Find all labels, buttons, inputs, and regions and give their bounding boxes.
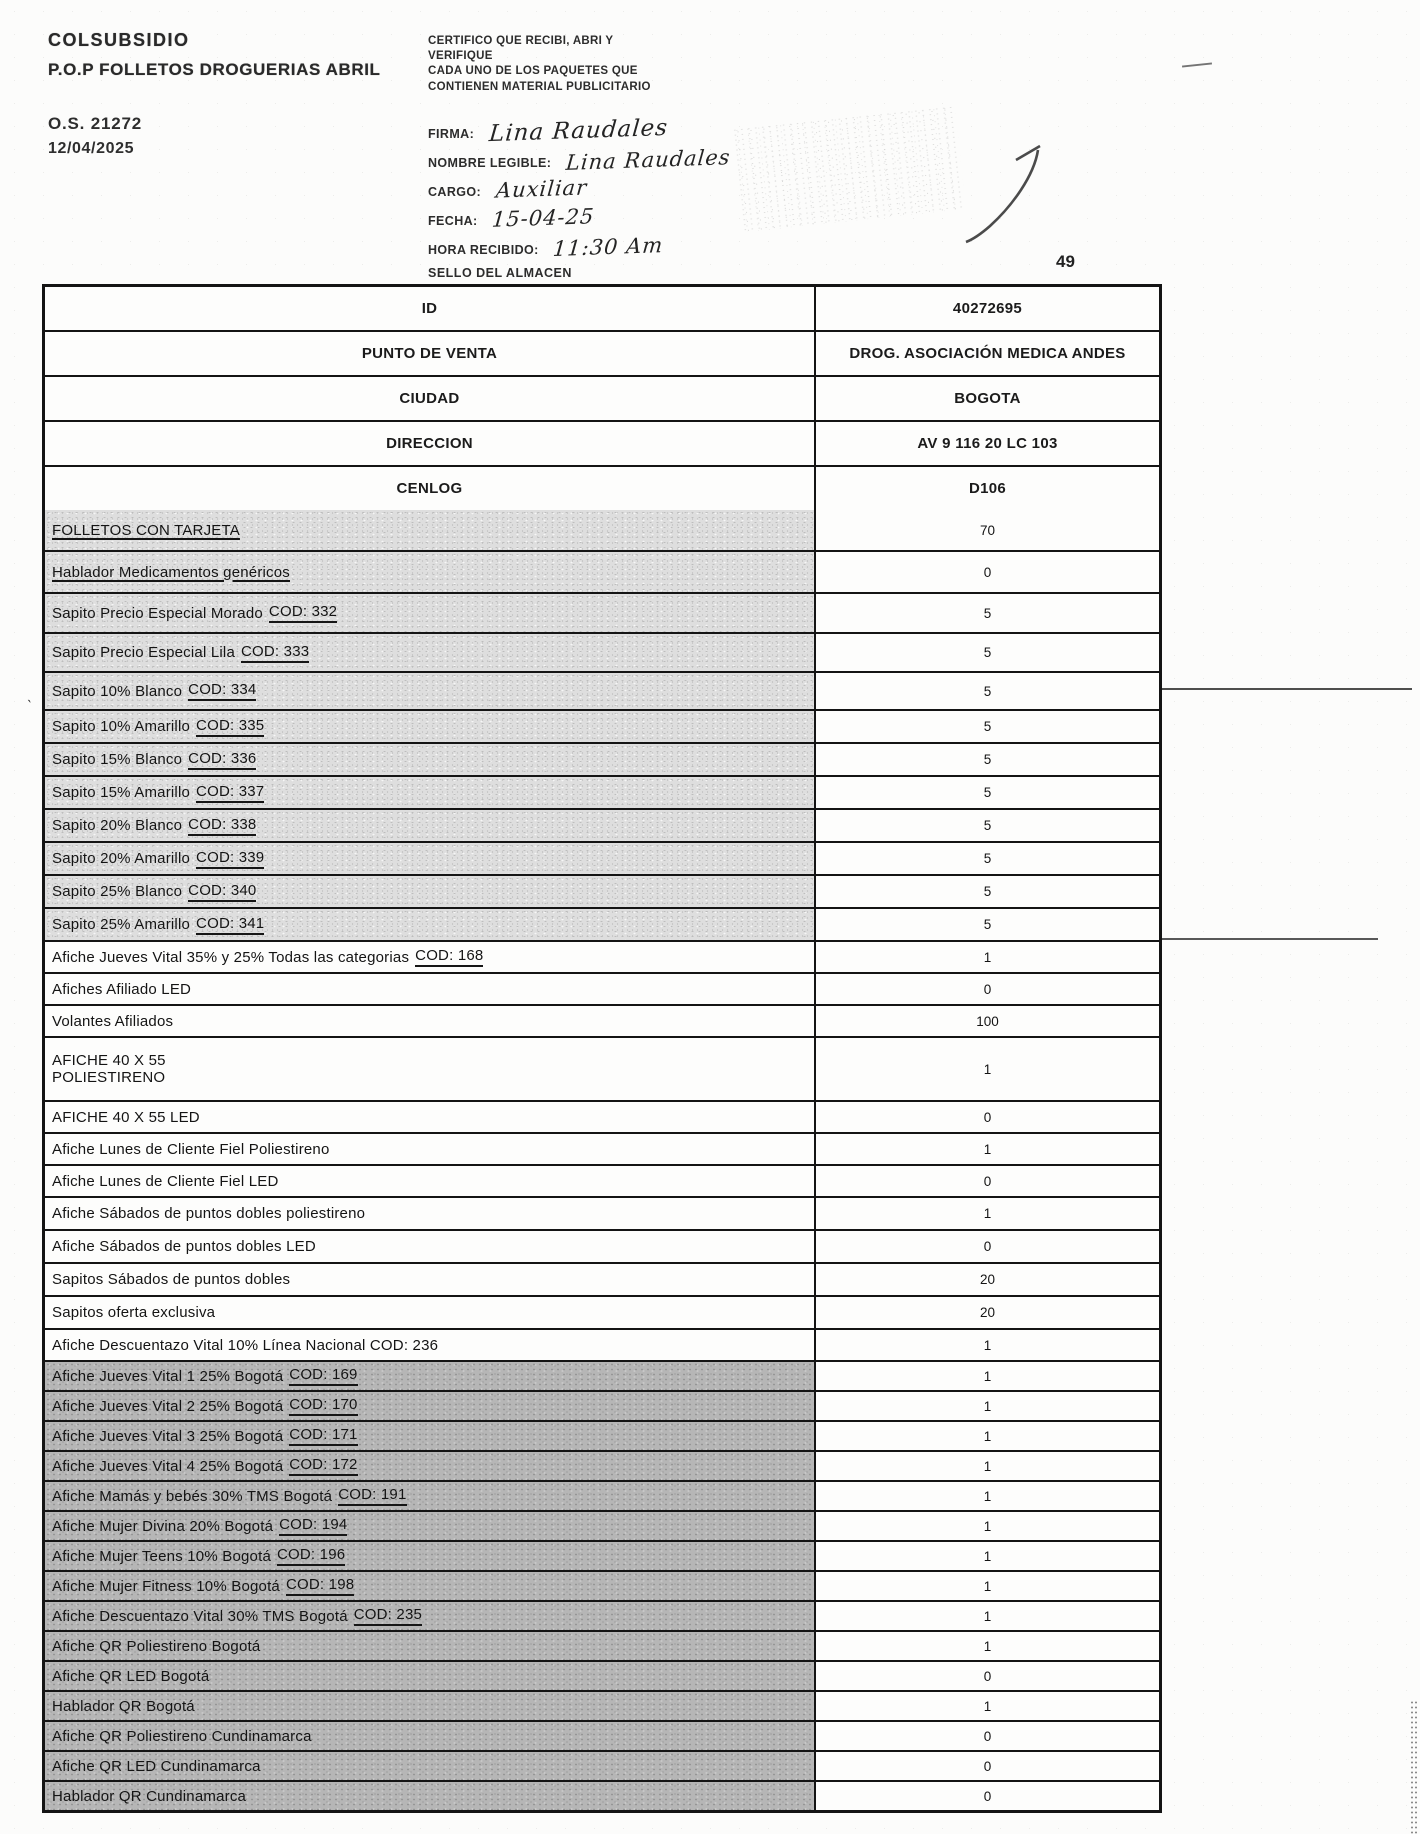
certification-text	[428, 34, 758, 95]
item-cod: COD: 168	[415, 947, 483, 967]
item-label: Afiche Mujer Teens 10% Bogotá	[52, 1547, 271, 1565]
item-qty: 5	[983, 818, 992, 833]
table-row	[45, 1510, 1159, 1540]
item-qty: 1	[983, 1368, 992, 1384]
item-label: Afiches Afiliado LED	[52, 980, 192, 998]
table-row	[45, 742, 1159, 775]
table-row	[45, 1164, 1159, 1196]
item-label: Afiche Sábados de puntos dobles LED	[52, 1238, 316, 1255]
item-qty: 0	[983, 1239, 992, 1254]
item-qty: 20	[979, 1272, 996, 1287]
table-row	[45, 1420, 1159, 1450]
item-label: Afiche Jueves Vital 1 25% Bogotá	[52, 1367, 284, 1385]
table-row	[45, 1262, 1159, 1295]
item-label-cell	[45, 1038, 816, 1100]
item-label: Sapito 20% Blanco	[52, 817, 183, 834]
info-value-cell	[816, 422, 1159, 465]
item-label: Sapitos oferta exclusiva	[52, 1304, 216, 1321]
item-label-cell	[45, 1692, 816, 1720]
item-label-cell	[45, 777, 816, 808]
firma-label: FIRMA:	[428, 126, 475, 141]
item-qty: 5	[983, 785, 992, 800]
nombre-legible-value: Lina Raudales	[564, 145, 732, 175]
item-label-cell	[45, 1572, 816, 1600]
item-cod: COD: 172	[289, 1456, 357, 1476]
item-label-cell	[45, 1752, 816, 1780]
item-label-cell	[45, 1722, 816, 1750]
item-label: FOLLETOS CON TARJETA	[52, 521, 240, 539]
item-qty: 0	[983, 1788, 992, 1804]
item-cod: COD: 337	[196, 783, 264, 803]
item-qty: 1	[983, 1488, 992, 1504]
item-qty: 1	[983, 1141, 992, 1157]
company-name: COLSUBSIDIO	[48, 30, 190, 50]
item-label-cell	[45, 1297, 816, 1328]
item-qty-cell	[816, 1482, 1159, 1510]
item-qty: 5	[983, 605, 992, 621]
table-row	[45, 1360, 1159, 1390]
info-value-cell	[816, 332, 1159, 375]
item-label-line2: POLIESTIRENO	[52, 1069, 166, 1086]
item-label-cell	[45, 843, 816, 874]
item-cod: COD: 191	[338, 1486, 406, 1506]
item-label-cell	[45, 1102, 816, 1132]
item-qty-cell	[816, 1572, 1159, 1600]
item-label: Afiche Mamás y bebés 30% TMS Bogotá	[52, 1487, 333, 1505]
item-qty-cell	[816, 1231, 1159, 1262]
table-row	[45, 550, 1159, 592]
info-value-cell	[816, 377, 1159, 420]
item-label-cell	[45, 1134, 816, 1164]
item-qty-cell	[816, 1392, 1159, 1420]
item-qty-cell	[816, 1422, 1159, 1450]
certification-line: CADA UNO DE LOS PAQUETES QUE	[428, 65, 638, 78]
item-qty: 1	[983, 1518, 992, 1534]
info-table-section	[45, 287, 1159, 510]
item-label-cell	[45, 1198, 816, 1229]
item-qty-cell	[816, 1452, 1159, 1480]
item-qty: 0	[983, 1173, 992, 1189]
info-label: ID	[421, 300, 438, 317]
table-row	[45, 1132, 1159, 1164]
item-label: AFICHE 40 X 55 POLIESTIRENO	[52, 1052, 166, 1086]
info-label-cell	[45, 422, 816, 465]
table-row	[45, 1480, 1159, 1510]
item-label-cell	[45, 909, 816, 940]
item-qty-cell	[816, 1512, 1159, 1540]
table-row	[45, 709, 1159, 742]
certification-line: CONTIENEN MATERIAL PUBLICITARIO	[428, 80, 651, 93]
field-hora-recibido	[428, 235, 663, 259]
item-cod: COD: 334	[188, 681, 256, 701]
item-qty: 1	[983, 1608, 992, 1624]
item-label: Sapito 15% Amarillo	[52, 784, 191, 801]
item-label-cell	[45, 711, 816, 742]
item-qty: 100	[976, 1013, 999, 1029]
item-label-cell	[45, 744, 816, 775]
item-qty-cell	[816, 942, 1159, 972]
item-cod: COD: 338	[188, 816, 256, 836]
item-qty-cell	[816, 1330, 1159, 1360]
table-row	[45, 1295, 1159, 1328]
item-cod: COD: 341	[196, 915, 264, 935]
item-cod: COD: 333	[241, 643, 309, 663]
table-row	[45, 907, 1159, 940]
item-qty-cell	[816, 1006, 1159, 1036]
item-label-cell	[45, 1632, 816, 1660]
item-cod: COD: 170	[289, 1396, 357, 1416]
item-qty: 5	[983, 645, 992, 660]
info-row	[45, 465, 1159, 510]
cargo-value: Auxiliar	[494, 175, 588, 203]
item-label: Afiche Jueves Vital 35% y 25% Todas las categorias	[52, 948, 410, 966]
item-qty: 0	[983, 1109, 992, 1125]
table-row	[45, 1100, 1159, 1132]
item-label-cell	[45, 552, 816, 592]
order-date: 12/04/2025	[48, 140, 135, 157]
table-row	[45, 1004, 1159, 1036]
item-label-cell	[45, 1782, 816, 1810]
item-label: AFICHE 40 X 55 LED	[52, 1108, 200, 1126]
item-qty-cell	[816, 1297, 1159, 1328]
item-label: Afiche Jueves Vital 4 25% Bogotá	[52, 1457, 284, 1475]
info-value: BOGOTA	[954, 390, 1021, 407]
item-cod: COD: 336	[188, 750, 256, 770]
order-number: O.S. 21272	[48, 114, 143, 133]
item-qty: 1	[983, 1458, 992, 1474]
table-row	[45, 1720, 1159, 1750]
item-label: Sapito 25% Blanco	[52, 883, 183, 900]
item-label: Sapito 10% Blanco	[52, 682, 183, 700]
item-qty-cell	[816, 1134, 1159, 1164]
item-qty-cell	[816, 1264, 1159, 1295]
item-qty: 5	[983, 851, 992, 866]
items-table-section	[45, 510, 1159, 1810]
info-value: DROG. ASOCIACIÓN MEDICA ANDES	[849, 345, 1126, 362]
table-row	[45, 1630, 1159, 1660]
item-cod: COD: 198	[286, 1576, 354, 1596]
table-row	[45, 1196, 1159, 1229]
item-label: Afiche QR Poliestireno Cundinamarca	[52, 1727, 312, 1745]
item-label: Hablador QR Bogotá	[52, 1697, 195, 1715]
item-qty-cell	[816, 1166, 1159, 1196]
table-row	[45, 1750, 1159, 1780]
info-value: AV 9 116 20 LC 103	[917, 435, 1058, 452]
item-qty-cell	[816, 843, 1159, 874]
scan-artifact-line	[1140, 688, 1412, 690]
hora-recibido-value: 11:30 Am	[552, 233, 665, 261]
item-label-cell	[45, 1542, 816, 1570]
field-fecha	[428, 206, 594, 230]
item-label: Afiche QR LED Bogotá	[52, 1667, 210, 1685]
item-label: Sapito 25% Amarillo	[52, 916, 191, 933]
item-label: Sapito 15% Blanco	[52, 751, 183, 768]
item-label: Afiche QR LED Cundinamarca	[52, 1757, 261, 1775]
item-qty-cell	[816, 510, 1159, 550]
table-row	[45, 1690, 1159, 1720]
item-label: Afiche Lunes de Cliente Fiel LED	[52, 1172, 279, 1190]
item-label-cell	[45, 1006, 816, 1036]
info-label: PUNTO DE VENTA	[361, 345, 498, 362]
info-label-cell	[45, 332, 816, 375]
item-cod: COD: 335	[196, 717, 264, 737]
table-row	[45, 671, 1159, 709]
item-label-cell	[45, 1512, 816, 1540]
table-row	[45, 1450, 1159, 1480]
table-row	[45, 1390, 1159, 1420]
item-label-cell	[45, 1662, 816, 1690]
item-label: Sapito Precio Especial Morado	[52, 604, 263, 622]
item-label: Afiche Jueves Vital 3 25% Bogotá	[52, 1427, 284, 1445]
fecha-label: FECHA:	[428, 213, 478, 228]
item-label-cell	[45, 1166, 816, 1196]
item-label: Sapito 10% Amarillo	[52, 718, 191, 735]
item-label-cell	[45, 1264, 816, 1295]
info-value: D106	[968, 480, 1007, 497]
table-row	[45, 808, 1159, 841]
item-qty: 5	[983, 884, 992, 899]
item-qty-cell	[816, 909, 1159, 940]
table-row	[45, 1660, 1159, 1690]
delivery-table	[42, 284, 1162, 1813]
item-cod: COD: 235	[354, 1606, 422, 1626]
item-label-cell	[45, 974, 816, 1004]
info-label-cell	[45, 287, 816, 330]
item-label-cell	[45, 1362, 816, 1390]
table-row	[45, 1036, 1159, 1100]
item-qty: 1	[983, 1398, 992, 1414]
scan-edge-artifact	[1410, 1700, 1418, 1834]
item-label-cell	[45, 876, 816, 907]
table-row	[45, 841, 1159, 874]
table-row	[45, 1229, 1159, 1262]
item-label: Afiche Descuentazo Vital 10% Línea Nacional COD: 236	[52, 1336, 439, 1354]
info-row	[45, 330, 1159, 375]
item-qty: 1	[983, 1337, 992, 1353]
item-label-cell	[45, 594, 816, 632]
table-row	[45, 940, 1159, 972]
field-firma	[428, 114, 669, 148]
info-value-cell	[816, 287, 1159, 330]
table-row	[45, 775, 1159, 808]
item-label: Afiche Sábados de puntos dobles poliestireno	[52, 1205, 366, 1222]
item-label: Afiche Mujer Divina 20% Bogotá	[52, 1517, 274, 1535]
item-label-cell	[45, 1330, 816, 1360]
item-qty: 20	[979, 1305, 996, 1320]
fecha-value: 15-04-25	[491, 204, 596, 232]
scan-artifact-dash	[1182, 62, 1212, 67]
item-qty: 1	[983, 1578, 992, 1594]
item-qty: 0	[983, 1728, 992, 1744]
item-label-cell	[45, 1482, 816, 1510]
scan-artifact-line	[1152, 938, 1378, 940]
scan-artifact-tick: `	[24, 697, 33, 716]
cargo-label: CARGO:	[428, 184, 482, 199]
item-label: Afiche Lunes de Cliente Fiel Poliestireno	[52, 1140, 330, 1158]
item-qty: 1	[983, 1061, 992, 1077]
item-qty: 1	[983, 949, 992, 965]
item-qty-cell	[816, 711, 1159, 742]
item-label: Afiche QR Poliestireno Bogotá	[52, 1637, 261, 1655]
item-label-cell	[45, 634, 816, 671]
item-qty-cell	[816, 876, 1159, 907]
item-qty-cell	[816, 1198, 1159, 1229]
item-qty: 1	[983, 1638, 992, 1654]
table-row	[45, 1780, 1159, 1810]
table-row	[45, 510, 1159, 550]
item-qty: 0	[983, 981, 992, 997]
item-label: Hablador QR Cundinamarca	[52, 1787, 247, 1805]
item-qty-cell	[816, 974, 1159, 1004]
pen-checkmark	[938, 128, 1058, 253]
item-qty-cell	[816, 1362, 1159, 1390]
item-label: Hablador Medicamentos genéricos	[52, 563, 290, 581]
item-label: Sapito Precio Especial Lila	[52, 644, 235, 661]
info-label: CIUDAD	[399, 390, 460, 407]
table-row	[45, 874, 1159, 907]
item-qty: 1	[983, 1206, 992, 1221]
item-qty-cell	[816, 1692, 1159, 1720]
table-row	[45, 1540, 1159, 1570]
item-label-cell	[45, 510, 816, 550]
item-cod: COD: 169	[289, 1366, 357, 1386]
item-qty-cell	[816, 1102, 1159, 1132]
item-label-cell	[45, 942, 816, 972]
item-qty-cell	[816, 777, 1159, 808]
field-cargo	[428, 177, 587, 201]
item-qty-cell	[816, 1662, 1159, 1690]
item-label: Afiche Descuentazo Vital 30% TMS Bogotá	[52, 1607, 348, 1625]
info-row	[45, 420, 1159, 465]
item-label-cell	[45, 1422, 816, 1450]
table-row	[45, 1600, 1159, 1630]
item-label-cell	[45, 1602, 816, 1630]
item-cod: COD: 171	[289, 1426, 357, 1446]
item-cod: COD: 340	[188, 882, 256, 902]
info-label-cell	[45, 377, 816, 420]
field-nombre-legible	[428, 145, 732, 175]
item-label: Afiche Mujer Fitness 10% Bogotá	[52, 1577, 280, 1595]
table-row	[45, 592, 1159, 632]
table-row	[45, 972, 1159, 1004]
table-row	[45, 632, 1159, 671]
item-qty: 5	[983, 719, 992, 734]
item-qty-cell	[816, 1632, 1159, 1660]
table-row	[45, 1570, 1159, 1600]
item-qty: 0	[983, 1758, 992, 1774]
item-qty-cell	[816, 552, 1159, 592]
hora-recibido-label: HORA RECIBIDO:	[428, 242, 539, 257]
info-row	[45, 287, 1159, 330]
item-label: Afiche Jueves Vital 2 25% Bogotá	[52, 1397, 284, 1415]
item-qty-cell	[816, 634, 1159, 671]
campaign-title: P.O.P FOLLETOS DROGUERIAS ABRIL	[48, 60, 381, 79]
item-qty-cell	[816, 1542, 1159, 1570]
item-qty: 5	[983, 752, 992, 767]
item-qty-cell	[816, 594, 1159, 632]
info-row	[45, 375, 1159, 420]
item-qty-cell	[816, 1752, 1159, 1780]
item-qty-cell	[816, 810, 1159, 841]
item-cod: COD: 332	[269, 603, 337, 623]
item-label-cell	[45, 1231, 816, 1262]
item-label-cell	[45, 1452, 816, 1480]
item-label-cell	[45, 673, 816, 709]
info-value-cell	[816, 467, 1159, 510]
item-qty-cell	[816, 1722, 1159, 1750]
item-label: Sapitos Sábados de puntos dobles	[52, 1271, 291, 1288]
item-qty-cell	[816, 1782, 1159, 1810]
item-qty: 1	[983, 1548, 992, 1564]
item-label: Sapito 20% Amarillo	[52, 850, 191, 867]
warehouse-stamp	[731, 105, 966, 233]
item-qty: 5	[983, 917, 992, 932]
certification-line: VERIFIQUE	[428, 50, 493, 63]
item-label-cell	[45, 810, 816, 841]
item-qty: 5	[983, 683, 992, 699]
item-qty: 0	[983, 1668, 992, 1684]
item-cod: COD: 196	[277, 1546, 345, 1566]
firma-signature: Lina Raudales	[487, 114, 669, 148]
item-qty-cell	[816, 1038, 1159, 1100]
nombre-legible-label: NOMBRE LEGIBLE:	[428, 155, 552, 170]
info-label: CENLOG	[396, 480, 463, 497]
item-qty: 1	[983, 1698, 992, 1714]
item-qty: 0	[983, 564, 992, 580]
sheet-number: 49	[1056, 252, 1075, 271]
item-qty-cell	[816, 673, 1159, 709]
info-label-cell	[45, 467, 816, 510]
info-value: 40272695	[952, 300, 1023, 317]
item-qty-cell	[816, 1602, 1159, 1630]
item-qty: 70	[979, 522, 996, 538]
table-row	[45, 1328, 1159, 1360]
item-qty: 1	[983, 1428, 992, 1444]
item-label-cell	[45, 1392, 816, 1420]
info-label: DIRECCION	[386, 435, 473, 452]
certification-line: CERTIFICO QUE RECIBI, ABRI Y	[428, 35, 614, 47]
sello-almacen-label: SELLO DEL ALMACEN	[428, 266, 572, 280]
item-cod: COD: 339	[196, 849, 264, 869]
item-cod: COD: 194	[279, 1516, 347, 1536]
item-label: Volantes Afiliados	[52, 1012, 174, 1030]
item-qty-cell	[816, 744, 1159, 775]
